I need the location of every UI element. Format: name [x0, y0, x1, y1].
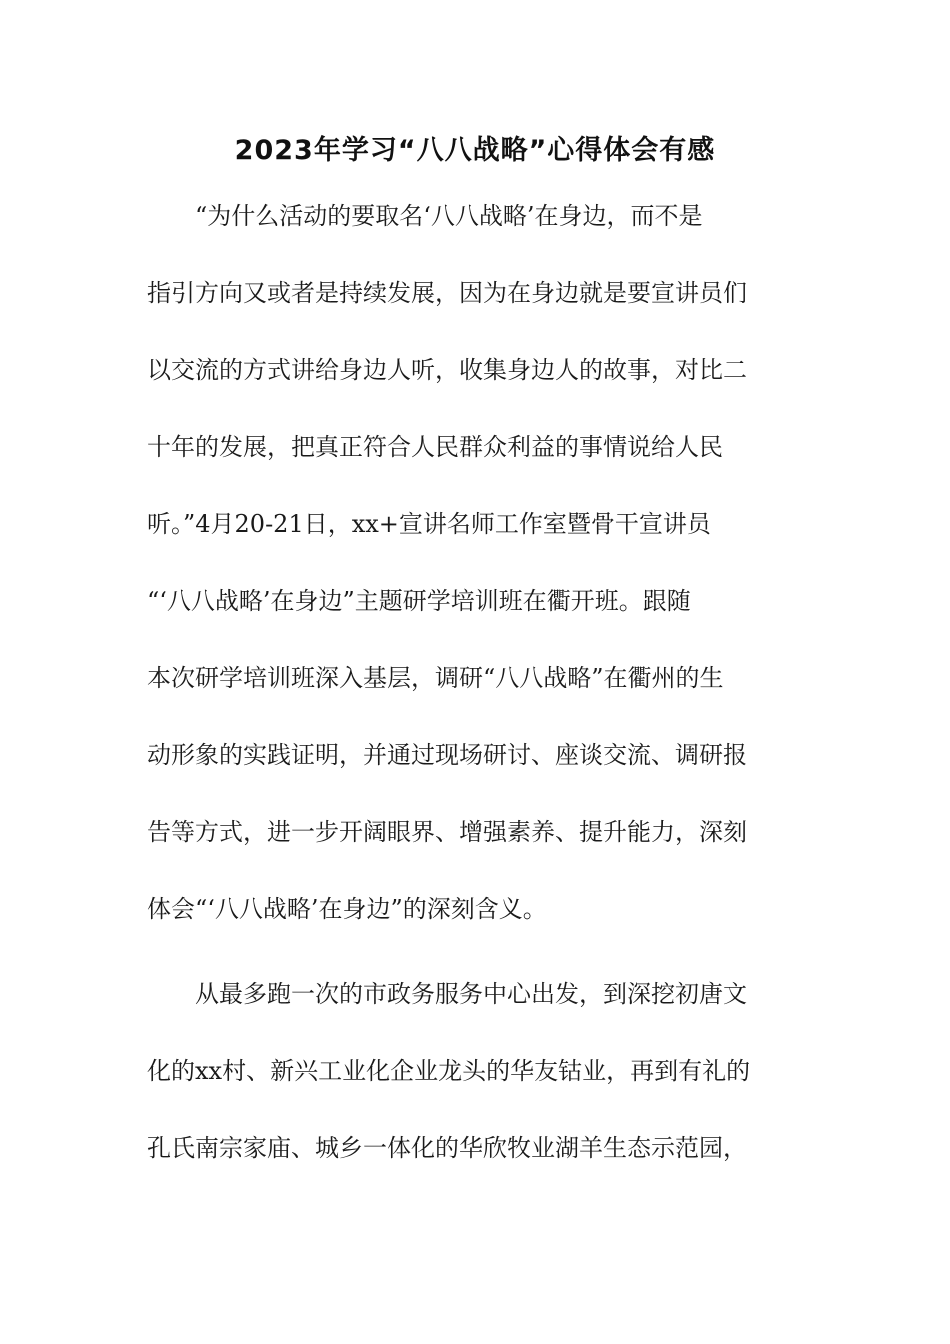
paragraph [147, 196, 807, 966]
text-line: 体会“‘八八战略’在身边”的深刻含义。 [147, 895, 547, 923]
text-line: 以交流的方式讲给身边人听，收集身边人的故事，对比二 [147, 356, 747, 384]
document-body [147, 196, 807, 1205]
text-line: “‘八八战略’在身边”主题研学培训班在衢开班。跟随 [147, 587, 691, 615]
text-line: 十年的发展，把真正符合人民群众利益的事情说给人民 [147, 433, 723, 461]
text-line: 告等方式，进一步开阔眼界、增强素养、提升能力，深刻 [147, 818, 747, 846]
text-line: “为什么活动的要取名‘八八战略’在身边，而不是 [195, 202, 703, 230]
document-title: 2023年学习“八八战略”心得体会有感 [234, 135, 716, 166]
text-line: 从最多跑一次的市政务服务中心出发，到深挖初唐文 [195, 980, 747, 1008]
paragraph-spacer [147, 966, 807, 974]
text-line: 本次研学培训班深入基层，调研“八八战略”在衢州的生 [147, 664, 724, 692]
text-line: 孔氏南宗家庙、城乡一体化的华欣牧业湖羊生态示范园， [147, 1134, 747, 1162]
text-line: 动形象的实践证明，并通过现场研讨、座谈交流、调研报 [147, 741, 747, 769]
text-line: 听。”4月20-21日，xx+宣讲名师工作室暨骨干宣讲员 [147, 510, 711, 538]
paragraph [147, 974, 807, 1205]
text-line: 化的xx村、新兴工业化企业龙头的华友钴业，再到有礼的 [147, 1057, 751, 1085]
text-line: 指引方向又或者是持续发展，因为在身边就是要宣讲员们 [147, 279, 747, 307]
